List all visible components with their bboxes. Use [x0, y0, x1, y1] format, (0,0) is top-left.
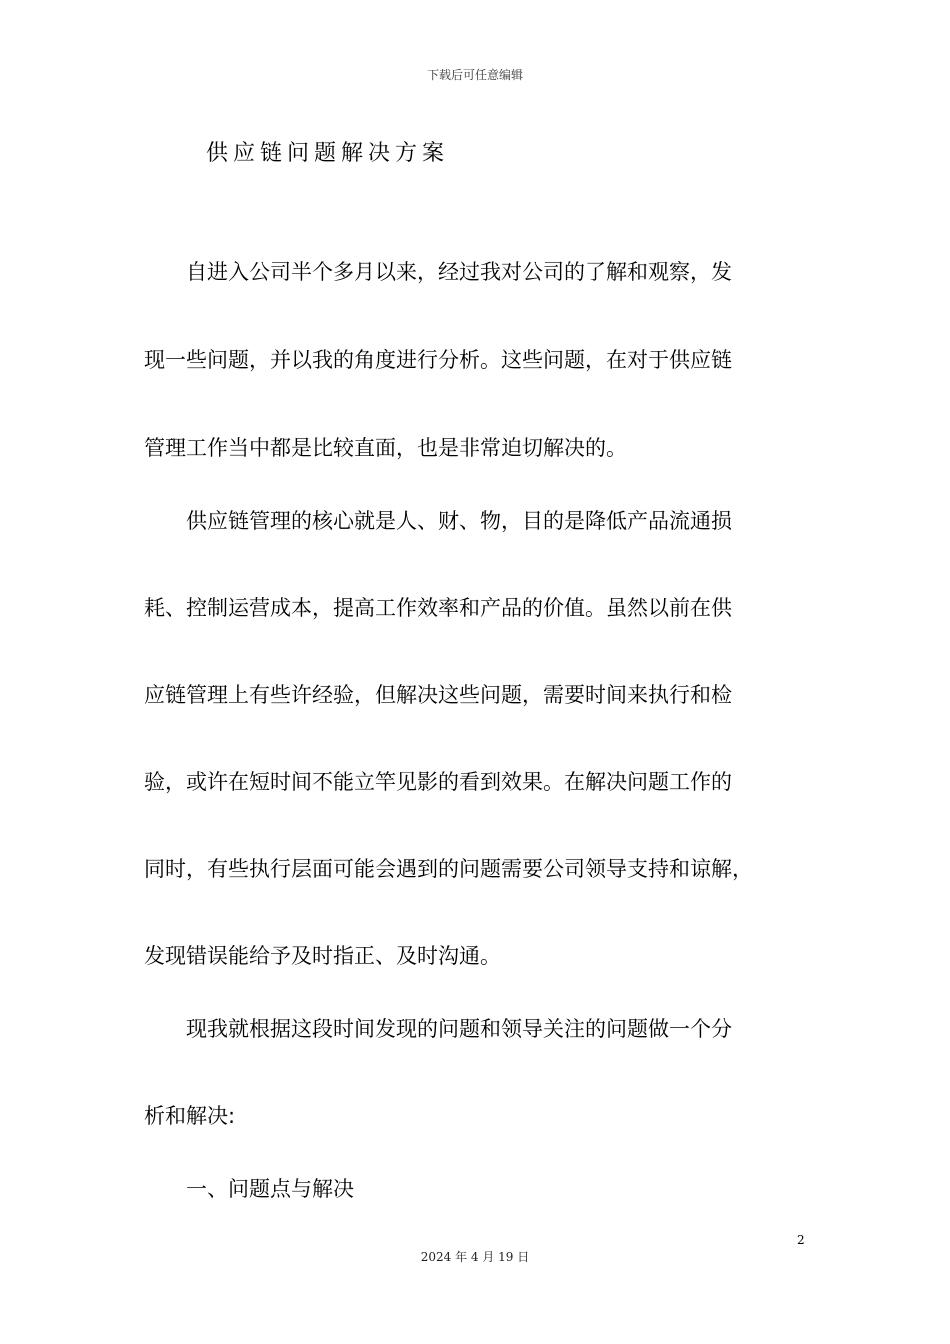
- page-number: 2: [797, 1233, 805, 1247]
- paragraph-line: 耗、控制运营成本，提高工作效率和产品的价值。虽然以前在供: [144, 596, 732, 620]
- document-title: 供应链问题解决方案: [206, 141, 450, 166]
- paragraph-line: 验，或许在短时间不能立竿见影的看到效果。在解决问题工作的: [144, 770, 732, 794]
- paragraph-line: 应链管理上有些许经验，但解决这些问题，需要时间来执行和检: [144, 683, 732, 707]
- paragraph-line: 现我就根据这段时间发现的问题和领导关注的问题做一个分: [186, 1017, 732, 1041]
- paragraph-line: 发现错误能给予及时指正、及时沟通。: [144, 944, 501, 968]
- paragraph-line: 管理工作当中都是比较直面，也是非常迫切解决的。: [144, 436, 627, 460]
- paragraph-line: 供应链管理的核心就是人、财、物，目的是降低产品流通损: [186, 509, 732, 533]
- header-note: 下载后可任意编辑: [426, 68, 523, 82]
- section-heading: 一、问题点与解决: [186, 1177, 354, 1201]
- paragraph-line: 自进入公司半个多月以来，经过我对公司的了解和观察，发: [186, 260, 732, 284]
- paragraph-line: 同时，有些执行层面可能会遇到的问题需要公司领导支持和谅解，: [144, 857, 753, 881]
- paragraph-line: 析和解决:: [144, 1104, 236, 1128]
- paragraph-line: 现一些问题，并以我的角度进行分析。这些问题，在对于供应链: [144, 348, 732, 372]
- footer-date: 2024 年 4 月 19 日: [420, 1250, 530, 1264]
